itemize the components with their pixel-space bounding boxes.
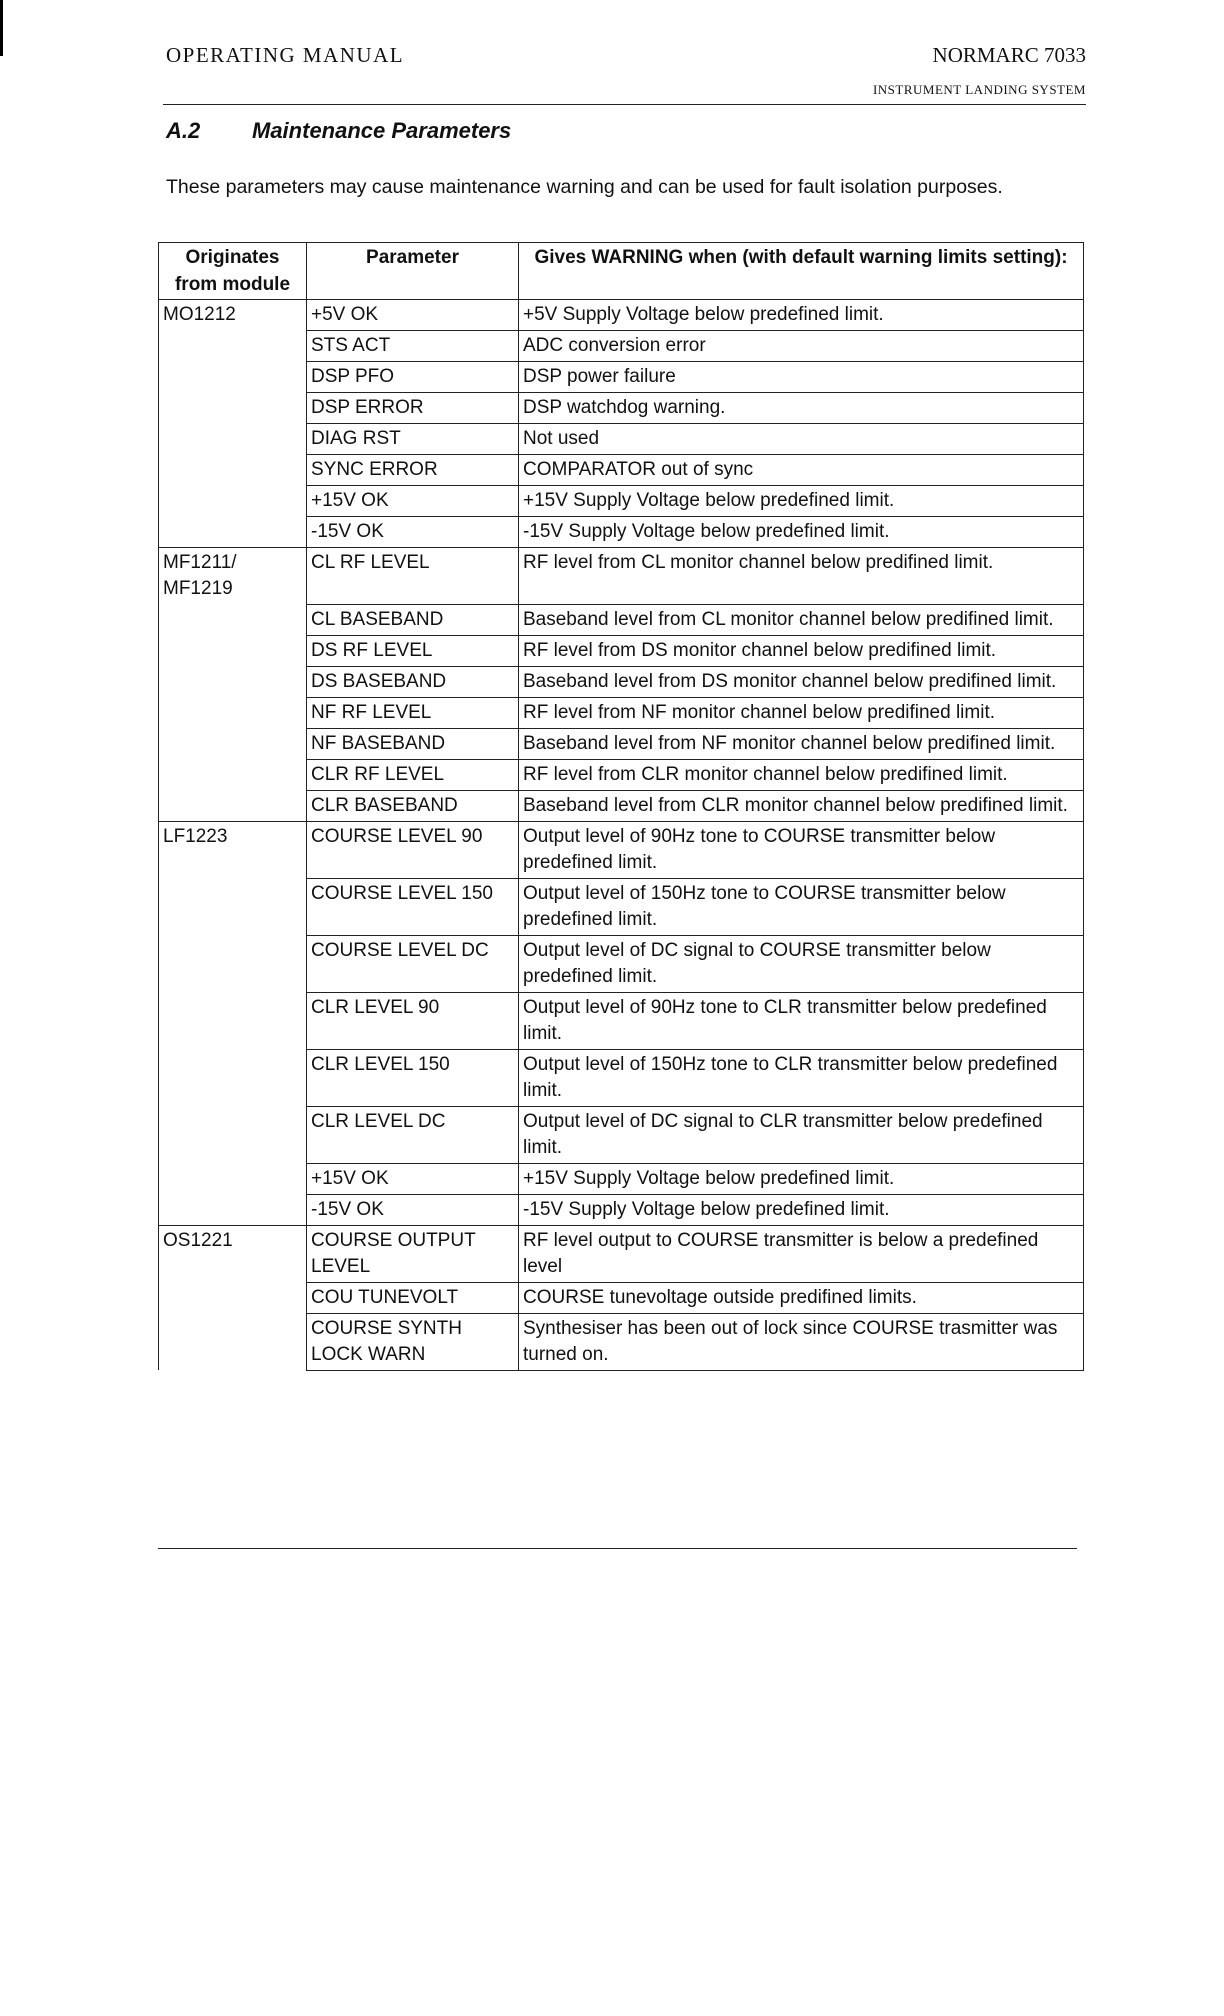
- module-cell: [159, 697, 307, 728]
- header-module: Originates from module: [159, 243, 307, 300]
- maintenance-parameters-table: [158, 242, 1084, 1371]
- warning-cell: RF level from CL monitor channel below predifined limit.: [519, 548, 1084, 605]
- parameter-cell: COURSE LEVEL 150: [307, 878, 519, 935]
- parameter-cell: COURSE OUTPUT LEVEL: [307, 1225, 519, 1282]
- parameter-cell: +15V OK: [307, 486, 519, 517]
- module-cell: [159, 1049, 307, 1106]
- table-row: [159, 1163, 1084, 1194]
- product-subtitle: INSTRUMENT LANDING SYSTEM: [872, 82, 1086, 97]
- module-cell: [159, 878, 307, 935]
- warning-cell: RF level from CLR monitor channel below predifined limit.: [519, 759, 1084, 790]
- module-cell: MO1212: [159, 300, 307, 331]
- warning-cell: COURSE tunevoltage outside predifined limits.: [519, 1282, 1084, 1313]
- warning-cell: -15V Supply Voltage below predefined limit.: [519, 517, 1084, 548]
- module-cell: [159, 362, 307, 393]
- warning-cell: RF level from DS monitor channel below predifined limit.: [519, 635, 1084, 666]
- module-cell: [159, 1194, 307, 1225]
- module-cell: [159, 635, 307, 666]
- table-row: [159, 821, 1084, 878]
- parameter-cell: -15V OK: [307, 517, 519, 548]
- parameter-cell: -15V OK: [307, 1194, 519, 1225]
- module-cell: [159, 1106, 307, 1163]
- table-row: [159, 331, 1084, 362]
- manual-title: OPERATING MANUAL: [166, 43, 405, 67]
- table-row: [159, 604, 1084, 635]
- warning-cell: DSP watchdog warning.: [519, 393, 1084, 424]
- header-warning: Gives WARNING when (with default warning limits setting):: [519, 243, 1084, 300]
- module-cell: [159, 935, 307, 992]
- warning-cell: DSP power failure: [519, 362, 1084, 393]
- warning-cell: Baseband level from NF monitor channel below predifined limit.: [519, 728, 1084, 759]
- module-cell: [159, 1163, 307, 1194]
- module-cell: [159, 424, 307, 455]
- table-row: [159, 517, 1084, 548]
- parameter-cell: COURSE LEVEL 90: [307, 821, 519, 878]
- table-row: [159, 790, 1084, 821]
- table-row: [159, 424, 1084, 455]
- parameter-cell: DS RF LEVEL: [307, 635, 519, 666]
- module-cell: [159, 1282, 307, 1313]
- module-cell: [159, 790, 307, 821]
- intro-paragraph: These parameters may cause maintenance warning and can be used for fault isolation purposes.: [166, 176, 1003, 198]
- warning-cell: Output level of DC signal to CLR transmitter below predefined limit.: [519, 1106, 1084, 1163]
- module-cell: [159, 393, 307, 424]
- warning-cell: -15V Supply Voltage below predefined limit.: [519, 1194, 1084, 1225]
- table-row: [159, 992, 1084, 1049]
- parameter-cell: CL BASEBAND: [307, 604, 519, 635]
- warning-cell: Output level of 150Hz tone to COURSE transmitter below predefined limit.: [519, 878, 1084, 935]
- warning-cell: Baseband level from CLR monitor channel below predifined limit.: [519, 790, 1084, 821]
- parameter-cell: NF BASEBAND: [307, 728, 519, 759]
- table-row: [159, 1225, 1084, 1282]
- module-cell: OS1221: [159, 1225, 307, 1282]
- table-row: [159, 878, 1084, 935]
- warning-cell: Baseband level from DS monitor channel below predifined limit.: [519, 666, 1084, 697]
- parameter-cell: COURSE SYNTH LOCK WARN: [307, 1313, 519, 1370]
- warning-cell: ADC conversion error: [519, 331, 1084, 362]
- page-edge-mark: [0, 0, 3, 56]
- module-cell: [159, 331, 307, 362]
- table-row: [159, 455, 1084, 486]
- warning-cell: +15V Supply Voltage below predefined limit.: [519, 486, 1084, 517]
- warning-cell: +15V Supply Voltage below predefined limit.: [519, 1163, 1084, 1194]
- warning-cell: Not used: [519, 424, 1084, 455]
- section-number: A.2: [166, 118, 201, 143]
- parameter-cell: CLR RF LEVEL: [307, 759, 519, 790]
- parameter-cell: CLR LEVEL 150: [307, 1049, 519, 1106]
- parameter-cell: +5V OK: [307, 300, 519, 331]
- table-row: [159, 1194, 1084, 1225]
- footer-divider: [158, 1548, 1077, 1549]
- table-row: [159, 1282, 1084, 1313]
- parameter-cell: DS BASEBAND: [307, 666, 519, 697]
- table-row: [159, 300, 1084, 331]
- parameter-cell: CLR LEVEL 90: [307, 992, 519, 1049]
- warning-cell: Output level of 90Hz tone to CLR transmitter below predefined limit.: [519, 992, 1084, 1049]
- parameter-cell: +15V OK: [307, 1163, 519, 1194]
- table-row: [159, 635, 1084, 666]
- module-cell: [159, 517, 307, 548]
- module-cell: [159, 455, 307, 486]
- parameter-cell: COURSE LEVEL DC: [307, 935, 519, 992]
- warning-cell: Output level of 90Hz tone to COURSE transmitter below predefined limit.: [519, 821, 1084, 878]
- warning-cell: RF level output to COURSE transmitter is below a predefined level: [519, 1225, 1084, 1282]
- module-cell: [159, 666, 307, 697]
- parameter-cell: DIAG RST: [307, 424, 519, 455]
- table-row: [159, 362, 1084, 393]
- parameter-cell: SYNC ERROR: [307, 455, 519, 486]
- parameter-cell: DSP ERROR: [307, 393, 519, 424]
- warning-cell: +5V Supply Voltage below predefined limit.: [519, 300, 1084, 331]
- warning-cell: Baseband level from CL monitor channel below predifined limit.: [519, 604, 1084, 635]
- module-cell: LF1223: [159, 821, 307, 878]
- module-cell: [159, 1313, 307, 1370]
- parameter-cell: NF RF LEVEL: [307, 697, 519, 728]
- warning-cell: Synthesiser has been out of lock since COURSE trasmitter was turned on.: [519, 1313, 1084, 1370]
- parameter-cell: CL RF LEVEL: [307, 548, 519, 605]
- parameter-cell: COU TUNEVOLT: [307, 1282, 519, 1313]
- parameter-cell: DSP PFO: [307, 362, 519, 393]
- module-cell: [159, 604, 307, 635]
- table-row: [159, 486, 1084, 517]
- table-header-row: [159, 243, 1084, 300]
- warning-cell: COMPARATOR out of sync: [519, 455, 1084, 486]
- section-title: Maintenance Parameters: [252, 118, 512, 143]
- table-row: [159, 548, 1084, 605]
- table-row: [159, 1106, 1084, 1163]
- table-row: [159, 666, 1084, 697]
- warning-cell: Output level of 150Hz tone to CLR transmitter below predefined limit.: [519, 1049, 1084, 1106]
- warning-cell: RF level from NF monitor channel below predifined limit.: [519, 697, 1084, 728]
- table-row: [159, 1313, 1084, 1370]
- table-row: [159, 1049, 1084, 1106]
- parameter-cell: CLR LEVEL DC: [307, 1106, 519, 1163]
- header-parameter: Parameter: [307, 243, 519, 300]
- module-cell: MF1211/ MF1219: [159, 548, 307, 605]
- table-row: [159, 697, 1084, 728]
- module-cell: [159, 728, 307, 759]
- header-divider: [163, 104, 1086, 105]
- table-row: [159, 728, 1084, 759]
- product-name: NORMARC 7033: [932, 43, 1086, 67]
- warning-cell: Output level of DC signal to COURSE transmitter below predefined limit.: [519, 935, 1084, 992]
- parameter-cell: STS ACT: [307, 331, 519, 362]
- module-cell: [159, 992, 307, 1049]
- module-cell: [159, 486, 307, 517]
- table-row: [159, 393, 1084, 424]
- parameter-cell: CLR BASEBAND: [307, 790, 519, 821]
- module-cell: [159, 759, 307, 790]
- table-row: [159, 759, 1084, 790]
- table-row: [159, 935, 1084, 992]
